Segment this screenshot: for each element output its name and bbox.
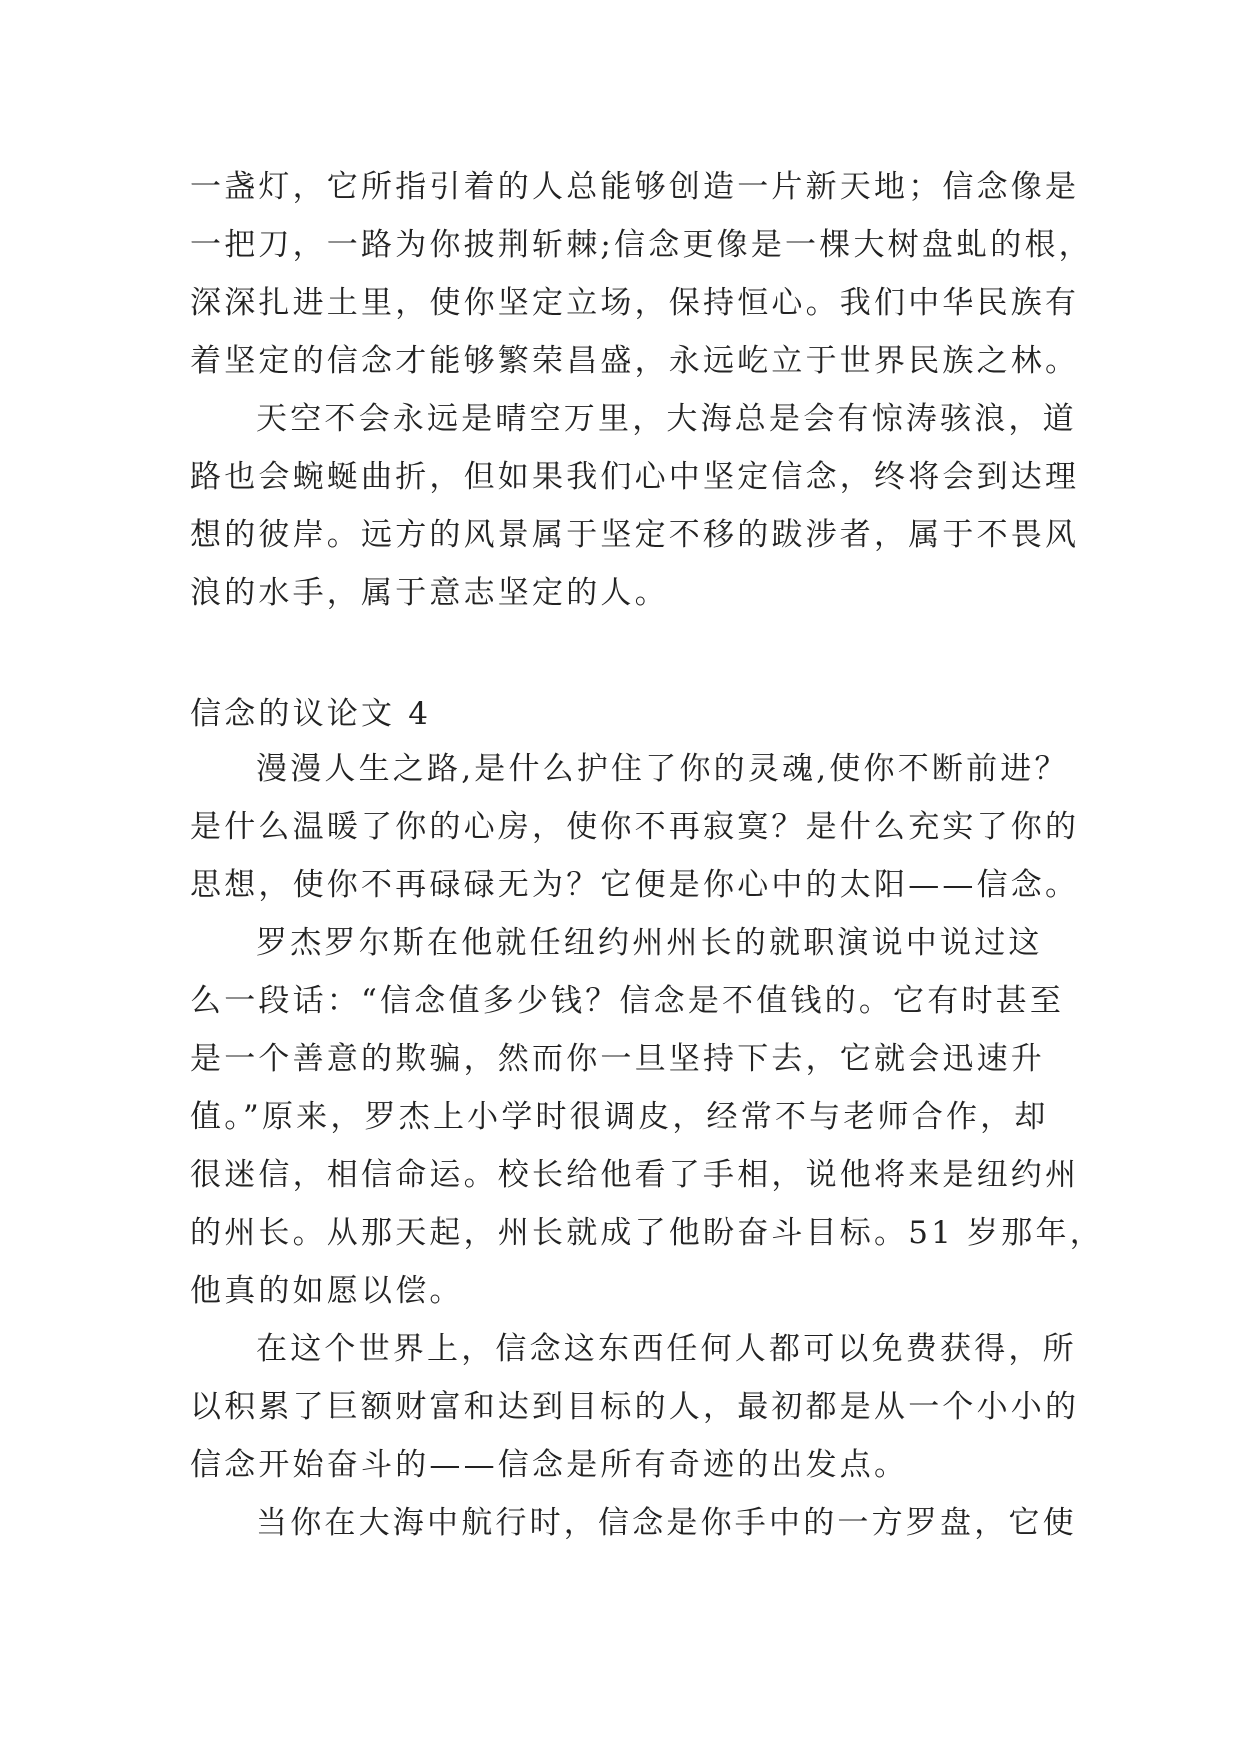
text-line: 一盏灯，它所指引着的人总能够创造一片新天地；信念像是 xyxy=(190,169,1080,205)
text-line: 罗杰罗尔斯在他就任纽约州州长的就职演说中说过这 xyxy=(256,925,1043,961)
text-line: 深深扎进土里，使你坚定立场，保持恒心。我们中华民族有 xyxy=(190,285,1080,321)
paragraph-life-road xyxy=(190,740,1080,914)
text-line: 他真的如愿以偿。 xyxy=(190,1273,464,1309)
section-heading xyxy=(190,685,1080,743)
paragraph-roger-rolls xyxy=(190,914,1104,1320)
text-line: 以积累了巨额财富和达到目标的人，最初都是从一个小小的 xyxy=(190,1389,1080,1425)
text-line: 漫漫人生之路,是什么护住了你的灵魂,使你不断前进？ xyxy=(256,751,1069,787)
text-line: 值。”原来，罗杰上小学时很调皮，经常不与老师合作，却 xyxy=(190,1099,1049,1135)
text-line: 思想，使你不再碌碌无为？它便是你心中的太阳——信念。 xyxy=(190,867,1080,903)
text-line: 在这个世界上，信念这东西任何人都可以免费获得，所 xyxy=(256,1331,1077,1367)
paragraph-compass xyxy=(190,1494,1080,1552)
text-line: 着坚定的信念才能够繁荣昌盛，永远屹立于世界民族之林。 xyxy=(190,343,1080,379)
text-line: 的州长。从那天起，州长就成了他盼奋斗目标。51 岁那年， xyxy=(190,1215,1104,1251)
paragraph-continuation xyxy=(190,158,1093,390)
text-line: 是一个善意的欺骗，然而你一旦坚持下去，它就会迅速升 xyxy=(190,1041,1045,1077)
text-line: 路也会蜿蜒曲折，但如果我们心中坚定信念，终将会到达理 xyxy=(190,459,1080,495)
text-line: 信念开始奋斗的——信念是所有奇迹的出发点。 xyxy=(190,1447,909,1483)
text-line: 是什么温暖了你的心房，使你不再寂寞？是什么充实了你的 xyxy=(190,809,1080,845)
paragraph-sky-sea xyxy=(190,390,1080,622)
heading-text: 信念的议论文 4 xyxy=(190,696,432,732)
paragraph-free-belief xyxy=(190,1320,1080,1494)
text-line: 很迷信，相信命运。校长给他看了手相，说他将来是纽约州 xyxy=(190,1157,1080,1193)
text-line: 么一段话：“信念值多少钱？信念是不值钱的。它有时甚至 xyxy=(190,983,1065,1019)
text-line: 天空不会永远是晴空万里，大海总是会有惊涛骇浪，道 xyxy=(256,401,1077,437)
text-line: 浪的水手，属于意志坚定的人。 xyxy=(190,575,669,611)
text-line: 当你在大海中航行时，信念是你手中的一方罗盘，它使 xyxy=(256,1505,1077,1541)
text-line: 一把刀，一路为你披荆斩棘;信念更像是一棵大树盘虬的根， xyxy=(190,227,1093,263)
text-line: 想的彼岸。远方的风景属于坚定不移的跋涉者，属于不畏风 xyxy=(190,517,1080,553)
